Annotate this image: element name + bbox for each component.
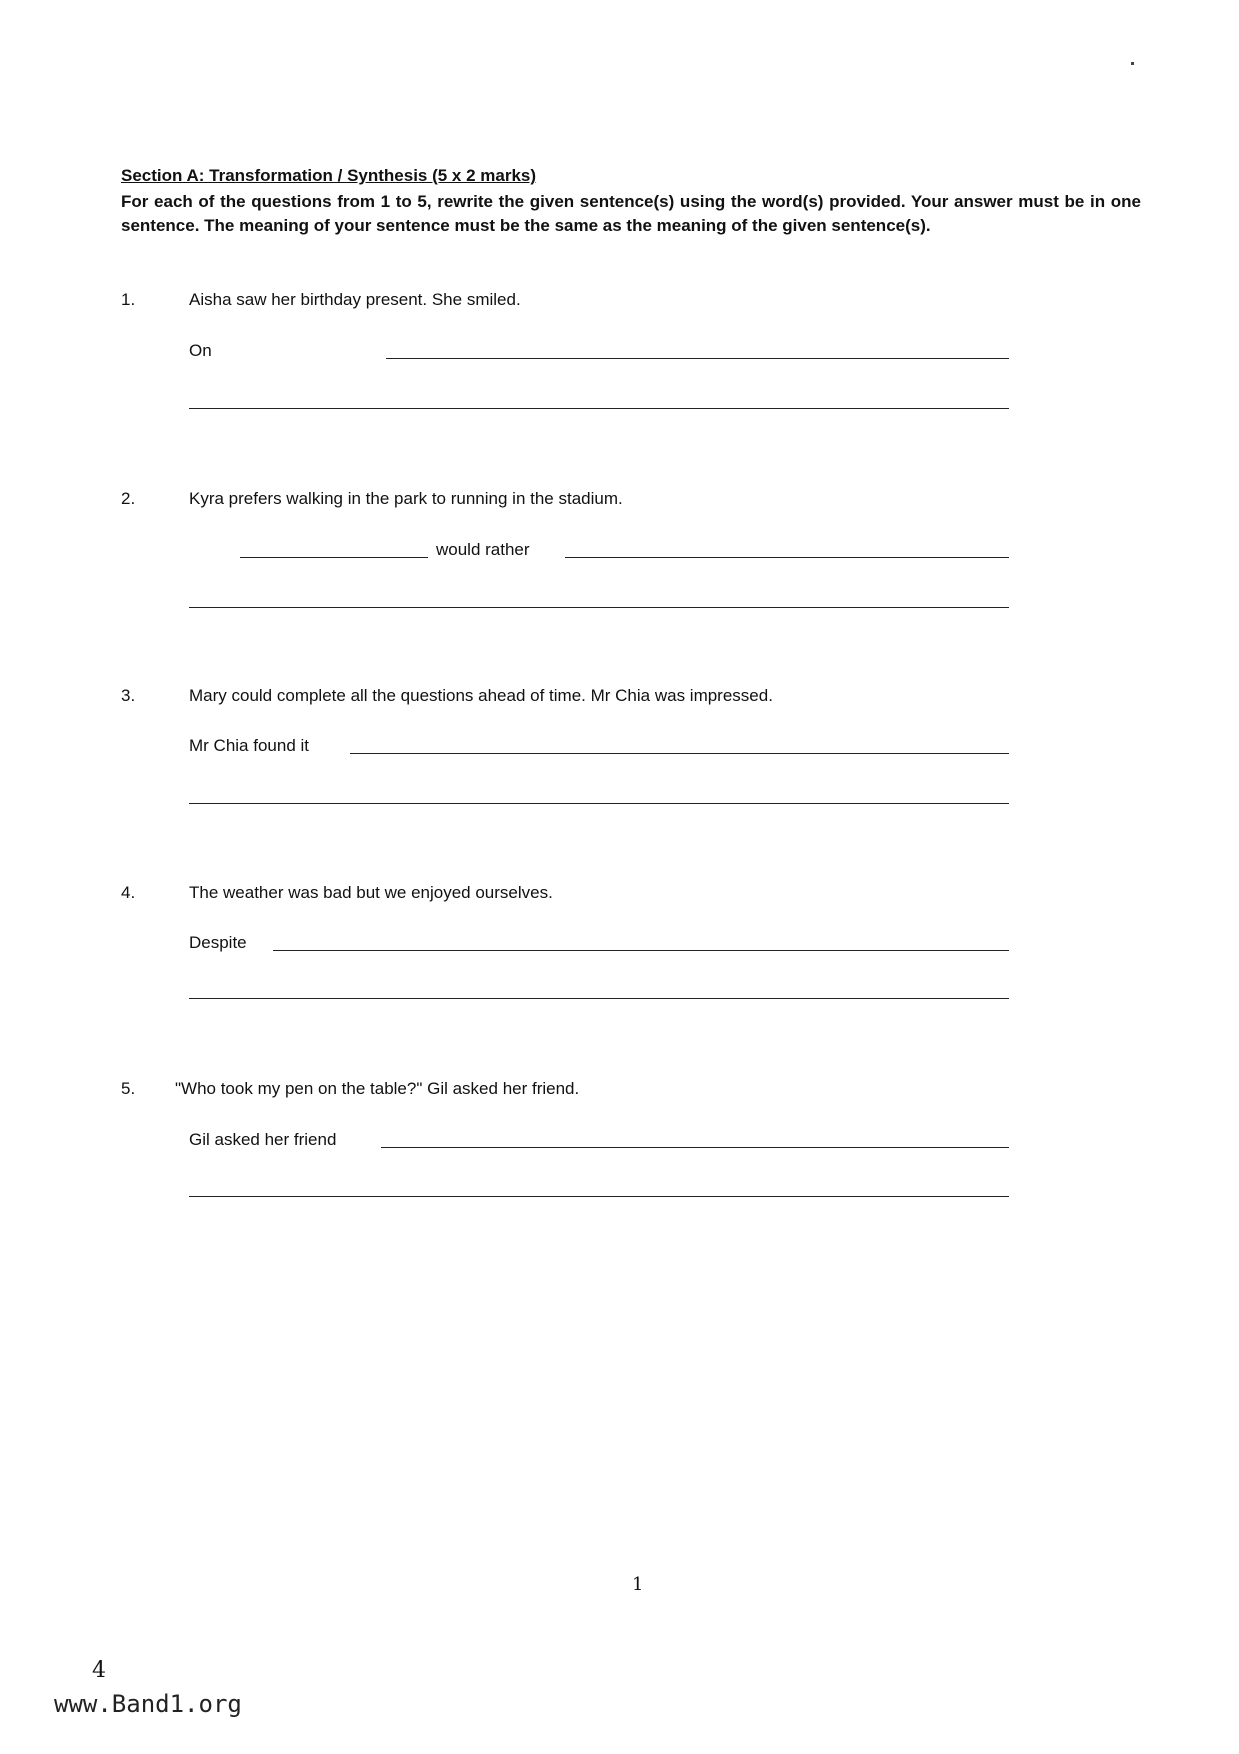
question-2-prompt: would rather bbox=[436, 540, 530, 559]
corner-number: 4 bbox=[92, 1658, 106, 1683]
question-1-answer-line-2[interactable] bbox=[189, 408, 1009, 409]
question-4-answer-line-2[interactable] bbox=[189, 998, 1009, 999]
question-1-text: Aisha saw her birthday present. She smiled. bbox=[189, 290, 521, 309]
section-title: Section A: Transformation / Synthesis (5 x 2 marks) bbox=[121, 166, 537, 185]
question-5-prompt: Gil asked her friend bbox=[189, 1130, 337, 1149]
question-5-number: 5. bbox=[121, 1079, 136, 1098]
question-4-prompt: Despite bbox=[189, 933, 247, 952]
question-1-number: 1. bbox=[121, 290, 136, 309]
question-5-answer-line-2[interactable] bbox=[189, 1196, 1009, 1197]
scan-speck bbox=[1131, 62, 1134, 65]
question-2-answer-line-2[interactable] bbox=[189, 607, 1009, 608]
question-2-answer-line-1[interactable] bbox=[565, 557, 1009, 558]
section-instructions: For each of the questions from 1 to 5, rewrite the given sentence(s) using the word(s) provided. Your answer must be in one sentence. The meaning of your sentence must be the same as the meaning of the given sentence(s). bbox=[121, 192, 1141, 235]
question-2-text: Kyra prefers walking in the park to running in the stadium. bbox=[189, 489, 623, 508]
question-4-text: The weather was bad but we enjoyed ourselves. bbox=[189, 883, 553, 902]
question-2-answer-blank-1[interactable] bbox=[240, 557, 428, 558]
question-1-prompt: On bbox=[189, 341, 212, 360]
question-1-answer-line-1[interactable] bbox=[386, 358, 1009, 359]
website-watermark: www.Band1.org bbox=[54, 1690, 242, 1718]
question-2-number: 2. bbox=[121, 489, 136, 508]
question-4-answer-line-1[interactable] bbox=[273, 950, 1009, 951]
question-3-answer-line-2[interactable] bbox=[189, 803, 1009, 804]
question-5-text: "Who took my pen on the table?" Gil asked her friend. bbox=[175, 1079, 580, 1098]
question-4-number: 4. bbox=[121, 883, 136, 902]
question-3-text: Mary could complete all the questions ahead of time. Mr Chia was impressed. bbox=[189, 686, 773, 705]
question-5-answer-line-1[interactable] bbox=[381, 1147, 1009, 1148]
page-number: 1 bbox=[632, 1574, 644, 1595]
question-3-prompt: Mr Chia found it bbox=[189, 736, 309, 755]
question-3-answer-line-1[interactable] bbox=[350, 753, 1009, 754]
question-3-number: 3. bbox=[121, 686, 136, 705]
